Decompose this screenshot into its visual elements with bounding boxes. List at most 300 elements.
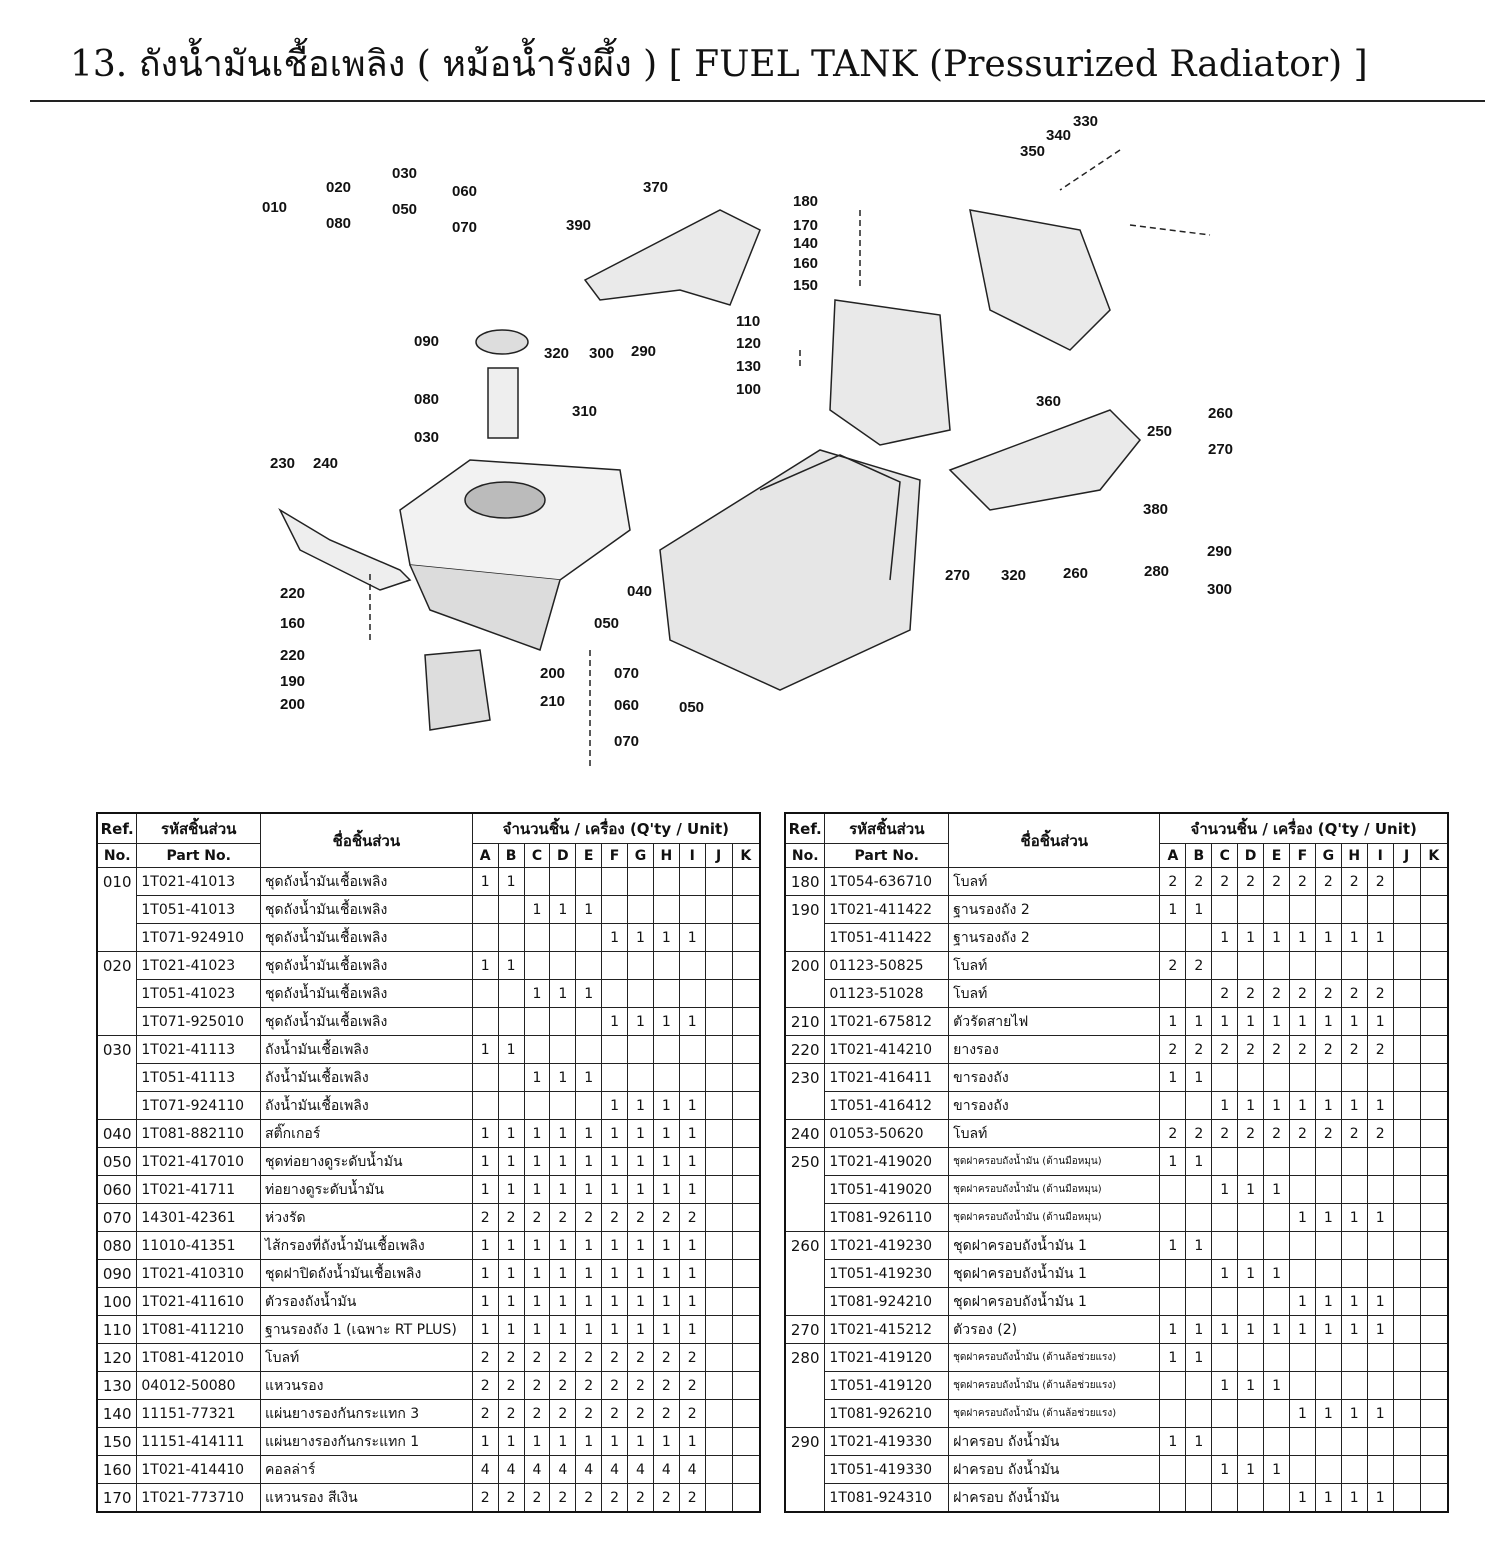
qty-cell [1186, 980, 1212, 1008]
qty-cell [732, 1204, 760, 1232]
qty-cell: 2 [1238, 868, 1264, 896]
qty-cell: 1 [653, 1092, 679, 1120]
qty-cell [653, 980, 679, 1008]
qty-cell [550, 1008, 576, 1036]
qty-cell [550, 924, 576, 952]
part-number-cell: 1T021-414410 [137, 1456, 261, 1484]
part-number-cell: 1T021-419020 [825, 1148, 949, 1176]
qty-cell [1238, 1148, 1264, 1176]
qty-cell: 2 [550, 1484, 576, 1513]
qty-cell: 1 [679, 924, 705, 952]
qty-cell: 1 [472, 1232, 498, 1260]
qty-cell: 1 [1315, 1316, 1341, 1344]
qty-cell: 2 [1264, 1120, 1290, 1148]
part-name-cell: ชุดถังน้ำมันเชื้อเพลิง [261, 1008, 473, 1036]
qty-cell [628, 868, 654, 896]
qty-cell [498, 1092, 524, 1120]
qty-cell: 1 [628, 1428, 654, 1456]
qty-cell: 1 [602, 1428, 628, 1456]
table-row [97, 1232, 760, 1260]
qty-cell: 1 [1367, 1316, 1393, 1344]
col-header: D [1238, 844, 1264, 868]
part-name-cell: ห่วงรัด [261, 1204, 473, 1232]
qty-cell [705, 1232, 732, 1260]
qty-cell [1160, 1400, 1186, 1428]
qty-cell: 1 [1289, 1316, 1315, 1344]
qty-cell: 1 [679, 1260, 705, 1288]
qty-cell: 1 [498, 1260, 524, 1288]
callout: 080 [326, 215, 352, 232]
part-name-cell: โบลท์ [949, 980, 1160, 1008]
qty-cell: 1 [498, 868, 524, 896]
qty-cell: 1 [628, 1288, 654, 1316]
qty-cell: 2 [1212, 1120, 1238, 1148]
ref-cell: 030 [97, 1036, 137, 1064]
col-header: F [1289, 844, 1315, 868]
qty-cell: 1 [472, 1260, 498, 1288]
qty-cell [1367, 1344, 1393, 1372]
qty-cell [1186, 1456, 1212, 1484]
qty-cell [524, 924, 550, 952]
qty-cell [705, 1120, 732, 1148]
qty-cell: 1 [1341, 1316, 1367, 1344]
qty-cell [472, 1092, 498, 1120]
qty-cell [1393, 1204, 1420, 1232]
qty-cell [1420, 1204, 1448, 1232]
part-name-cell: ชุดฝาครอบถังน้ำมัน (ด้านล้อช่วยแรง) [949, 1344, 1160, 1372]
qty-cell: 1 [628, 1008, 654, 1036]
qty-cell [705, 1036, 732, 1064]
qty-cell [679, 896, 705, 924]
qty-cell [1393, 980, 1420, 1008]
part-number-cell: 1T051-419330 [825, 1456, 949, 1484]
qty-cell: 1 [1160, 1148, 1186, 1176]
part-name-cell: ตัวรอง (2) [949, 1316, 1160, 1344]
qty-cell [732, 1484, 760, 1513]
qty-cell: 1 [679, 1148, 705, 1176]
qty-cell [1341, 1232, 1367, 1260]
qty-cell: 1 [1289, 1400, 1315, 1428]
col-header: C [524, 844, 550, 868]
qty-cell [1212, 1484, 1238, 1513]
part-number-cell: 1T081-926210 [825, 1400, 949, 1428]
part-name-cell: ตัวรัดสายไฟ [949, 1008, 1160, 1036]
code-header-en: Part No. [825, 844, 949, 868]
qty-cell: 2 [550, 1344, 576, 1372]
qty-cell [498, 924, 524, 952]
qty-cell: 2 [1367, 1036, 1393, 1064]
qty-cell [1367, 1428, 1393, 1456]
ref-cell: 040 [97, 1120, 137, 1148]
qty-cell: 2 [1341, 980, 1367, 1008]
table-row [97, 896, 760, 924]
fuel-tank-shape [400, 460, 630, 580]
qty-cell [1238, 1428, 1264, 1456]
qty-cell [1420, 1260, 1448, 1288]
qty-cell [1264, 1400, 1290, 1428]
table-row [785, 1204, 1448, 1232]
qty-cell: 2 [498, 1400, 524, 1428]
qty-cell [1289, 1344, 1315, 1372]
ref-cell [97, 1092, 137, 1120]
callout: 200 [540, 665, 566, 682]
qty-cell: 1 [576, 1260, 602, 1288]
col-header: C [1212, 844, 1238, 868]
leg-shape [280, 510, 410, 590]
part-number-cell: 14301-42361 [137, 1204, 261, 1232]
part-number-cell: 1T021-41013 [137, 868, 261, 896]
qty-cell [1289, 1176, 1315, 1204]
col-header: E [1264, 844, 1290, 868]
qty-cell: 1 [1186, 1008, 1212, 1036]
part-name-cell: ฐานรองถัง 2 [949, 896, 1160, 924]
qty-cell: 1 [1289, 1288, 1315, 1316]
qty-cell [1341, 896, 1367, 924]
qty-cell: 2 [524, 1484, 550, 1513]
table-row [97, 1176, 760, 1204]
qty-cell: 1 [602, 1120, 628, 1148]
qty-cell: 2 [472, 1372, 498, 1400]
qty-cell [1393, 1428, 1420, 1456]
qty-cell [1341, 1148, 1367, 1176]
qty-cell: 1 [1212, 1316, 1238, 1344]
table-row [97, 868, 760, 896]
qty-cell [1367, 1456, 1393, 1484]
qty-cell [1315, 1232, 1341, 1260]
qty-cell: 2 [524, 1344, 550, 1372]
callout: 140 [793, 235, 819, 252]
callout: 050 [594, 615, 620, 632]
qty-cell: 1 [1289, 1008, 1315, 1036]
part-number-cell: 1T081-926110 [825, 1204, 949, 1232]
qty-cell: 2 [1289, 980, 1315, 1008]
part-name-cell: ไส้กรองที่ถังน้ำมันเชื้อเพลิง [261, 1232, 473, 1260]
ref-cell: 230 [785, 1064, 825, 1092]
qty-header: จำนวนชิ้น / เครื่อง (Q'ty / Unit) [1160, 813, 1448, 844]
qty-cell: 2 [1341, 1036, 1367, 1064]
table-row [785, 1008, 1448, 1036]
qty-cell [1186, 1372, 1212, 1400]
ref-cell [785, 1484, 825, 1513]
table-row [97, 1288, 760, 1316]
part-name-cell: คอลล่าร์ [261, 1456, 473, 1484]
ref-cell: 270 [785, 1316, 825, 1344]
qty-cell [550, 952, 576, 980]
part-number-cell: 11010-41351 [137, 1232, 261, 1260]
ref-cell: 150 [97, 1428, 137, 1456]
qty-cell [1341, 1064, 1367, 1092]
qty-cell [1393, 1260, 1420, 1288]
callout: 010 [262, 199, 288, 216]
qty-cell [602, 980, 628, 1008]
qty-cell: 1 [628, 1092, 654, 1120]
col-header: D [550, 844, 576, 868]
qty-cell: 1 [524, 896, 550, 924]
qty-cell [1186, 1176, 1212, 1204]
part-name-cell: แหวนรอง [261, 1372, 473, 1400]
qty-cell: 1 [602, 1232, 628, 1260]
qty-cell [705, 1176, 732, 1204]
qty-cell [1420, 1008, 1448, 1036]
qty-cell: 1 [1264, 1372, 1290, 1400]
table-row [785, 980, 1448, 1008]
callout: 020 [326, 179, 352, 196]
qty-cell [705, 1008, 732, 1036]
qty-cell: 1 [524, 1176, 550, 1204]
part-number-cell: 1T021-411422 [825, 896, 949, 924]
qty-cell [1212, 1288, 1238, 1316]
qty-cell [1367, 1148, 1393, 1176]
part-name-cell: ฝาครอบ ถังน้ำมัน [949, 1428, 1160, 1456]
qty-cell [679, 1064, 705, 1092]
col-header: H [1341, 844, 1367, 868]
qty-cell [705, 1372, 732, 1400]
qty-cell: 1 [1367, 924, 1393, 952]
callout: 190 [280, 673, 306, 690]
ref-cell [785, 1456, 825, 1484]
qty-cell: 1 [679, 1008, 705, 1036]
qty-cell: 1 [628, 1260, 654, 1288]
qty-cell: 1 [1367, 1288, 1393, 1316]
qty-cell [1160, 980, 1186, 1008]
qty-cell [1264, 1428, 1290, 1456]
qty-cell: 1 [1160, 1344, 1186, 1372]
qty-cell [628, 980, 654, 1008]
qty-cell [732, 1064, 760, 1092]
part-name-cell: ชุดฝาครอบถังน้ำมัน (ด้านมือหมุน) [949, 1176, 1160, 1204]
qty-cell: 4 [576, 1456, 602, 1484]
qty-cell [1420, 868, 1448, 896]
base-shape [425, 650, 490, 730]
qty-cell [1393, 1372, 1420, 1400]
qty-cell: 1 [1160, 1064, 1186, 1092]
ref-cell: 100 [97, 1288, 137, 1316]
ref-cell: 290 [785, 1428, 825, 1456]
ref-cell: 260 [785, 1232, 825, 1260]
qty-cell [576, 868, 602, 896]
col-header: K [732, 844, 760, 868]
part-number-cell: 1T081-924210 [825, 1288, 949, 1316]
callout: 370 [643, 179, 669, 196]
qty-cell [628, 1036, 654, 1064]
qty-cell [498, 1008, 524, 1036]
qty-cell: 1 [679, 1428, 705, 1456]
qty-cell: 2 [628, 1372, 654, 1400]
qty-cell: 1 [1186, 896, 1212, 924]
callout: 200 [280, 696, 306, 713]
qty-cell: 1 [1160, 1232, 1186, 1260]
callout: 390 [566, 217, 592, 234]
qty-cell [1238, 952, 1264, 980]
qty-cell: 1 [472, 868, 498, 896]
part-name-cell: สติ๊กเกอร์ [261, 1120, 473, 1148]
qty-cell [1289, 1260, 1315, 1288]
part-name-cell: ชุดฝาครอบถังน้ำมัน (ด้านมือหมุน) [949, 1148, 1160, 1176]
qty-cell: 4 [550, 1456, 576, 1484]
part-number-cell: 1T021-419230 [825, 1232, 949, 1260]
ref-cell [785, 1400, 825, 1428]
qty-cell: 1 [679, 1120, 705, 1148]
callout: 300 [1207, 581, 1233, 598]
qty-cell: 2 [1315, 980, 1341, 1008]
qty-cell [653, 868, 679, 896]
qty-cell: 1 [1160, 1428, 1186, 1456]
qty-cell [1420, 1120, 1448, 1148]
qty-cell [1420, 1064, 1448, 1092]
part-name-cell: ชุดถังน้ำมันเชื้อเพลิง [261, 924, 473, 952]
qty-cell: 1 [524, 1120, 550, 1148]
col-header: H [653, 844, 679, 868]
qty-cell [498, 896, 524, 924]
qty-cell [1367, 896, 1393, 924]
qty-cell: 2 [679, 1400, 705, 1428]
qty-cell [653, 896, 679, 924]
qty-cell [602, 1064, 628, 1092]
part-number-cell: 1T021-41113 [137, 1036, 261, 1064]
table-row [97, 1260, 760, 1288]
qty-cell: 1 [1341, 1400, 1367, 1428]
qty-cell [602, 1036, 628, 1064]
part-name-cell: ชุดฝาครอบถังน้ำมัน (ด้านล้อช่วยแรง) [949, 1372, 1160, 1400]
qty-cell: 1 [1212, 1372, 1238, 1400]
qty-cell [1186, 1288, 1212, 1316]
qty-cell: 2 [472, 1484, 498, 1513]
qty-cell: 1 [524, 1064, 550, 1092]
qty-cell [679, 980, 705, 1008]
callout: 340 [1046, 127, 1072, 144]
qty-cell: 2 [1367, 980, 1393, 1008]
qty-cell: 2 [1289, 1120, 1315, 1148]
qty-cell [1315, 1344, 1341, 1372]
qty-cell: 2 [472, 1400, 498, 1428]
qty-cell: 2 [1238, 980, 1264, 1008]
ref-cell [785, 924, 825, 952]
qty-cell [1264, 1484, 1290, 1513]
qty-cell [1367, 1260, 1393, 1288]
qty-cell [550, 1036, 576, 1064]
qty-cell [732, 1176, 760, 1204]
ref-cell: 120 [97, 1344, 137, 1372]
part-number-cell: 1T021-773710 [137, 1484, 261, 1513]
qty-cell [1289, 1148, 1315, 1176]
part-number-cell: 1T021-411610 [137, 1288, 261, 1316]
qty-cell: 1 [524, 1232, 550, 1260]
qty-cell: 2 [498, 1344, 524, 1372]
ref-cell [97, 980, 137, 1008]
qty-cell: 2 [1315, 1036, 1341, 1064]
name-header: ชื่อชิ้นส่วน [949, 813, 1160, 868]
qty-cell [1420, 980, 1448, 1008]
qty-cell: 1 [472, 1120, 498, 1148]
table-row [785, 1064, 1448, 1092]
ref-cell: 240 [785, 1120, 825, 1148]
qty-cell: 2 [602, 1484, 628, 1513]
qty-cell: 1 [1264, 1092, 1290, 1120]
part-name-cell: ชุดฝาครอบถังน้ำมัน 1 [949, 1232, 1160, 1260]
qty-cell [1264, 1288, 1290, 1316]
qty-cell: 1 [602, 924, 628, 952]
table-row [785, 1316, 1448, 1344]
ref-cell: 160 [97, 1456, 137, 1484]
qty-cell [1393, 1232, 1420, 1260]
qty-cell: 1 [472, 1176, 498, 1204]
qty-cell [472, 1064, 498, 1092]
qty-cell [1160, 924, 1186, 952]
qty-cell: 1 [498, 1036, 524, 1064]
qty-cell [679, 952, 705, 980]
part-number-cell: 1T021-419120 [825, 1344, 949, 1372]
part-number-cell: 11151-77321 [137, 1400, 261, 1428]
qty-cell [524, 1092, 550, 1120]
table-row [785, 1344, 1448, 1372]
qty-cell [705, 1316, 732, 1344]
qty-cell: 1 [1264, 1176, 1290, 1204]
callout: 320 [1001, 567, 1027, 584]
qty-cell: 1 [1341, 1204, 1367, 1232]
exploded-parts-diagram [0, 110, 1503, 800]
table-row [97, 1008, 760, 1036]
qty-cell [1420, 1428, 1448, 1456]
qty-cell [653, 952, 679, 980]
qty-cell: 2 [628, 1344, 654, 1372]
table-row [97, 952, 760, 980]
qty-cell [1315, 1428, 1341, 1456]
qty-cell [1393, 1036, 1420, 1064]
qty-cell: 2 [1289, 1036, 1315, 1064]
qty-cell: 2 [550, 1400, 576, 1428]
table-row [97, 1092, 760, 1120]
callout: 070 [452, 219, 478, 236]
part-number-cell: 1T021-675812 [825, 1008, 949, 1036]
qty-cell: 1 [524, 1260, 550, 1288]
qty-cell: 2 [653, 1372, 679, 1400]
qty-cell: 1 [1238, 1176, 1264, 1204]
qty-cell [1315, 1456, 1341, 1484]
qty-cell: 1 [1186, 1428, 1212, 1456]
qty-cell [1238, 1400, 1264, 1428]
part-number-cell: 1T051-41013 [137, 896, 261, 924]
ref-cell [97, 1064, 137, 1092]
qty-cell: 1 [653, 924, 679, 952]
qty-cell [1238, 1232, 1264, 1260]
table-row [97, 1064, 760, 1092]
qty-cell: 1 [1238, 1316, 1264, 1344]
title-rule [30, 100, 1485, 102]
table-row [97, 1344, 760, 1372]
callout: 150 [793, 277, 819, 294]
qty-cell: 2 [550, 1372, 576, 1400]
qty-cell [705, 1428, 732, 1456]
qty-cell: 1 [653, 1316, 679, 1344]
ref-cell: 070 [97, 1204, 137, 1232]
ref-cell: 220 [785, 1036, 825, 1064]
qty-cell [1367, 1176, 1393, 1204]
part-number-cell: 1T051-411422 [825, 924, 949, 952]
qty-cell: 1 [1315, 924, 1341, 952]
part-number-cell: 1T021-41023 [137, 952, 261, 980]
code-header-th: รหัสชิ้นส่วน [137, 813, 261, 844]
qty-cell: 2 [1341, 868, 1367, 896]
table-row [97, 1148, 760, 1176]
part-name-cell: ฐานรองถัง 1 (เฉพาะ RT PLUS) [261, 1316, 473, 1344]
callout: 100 [736, 381, 762, 398]
qty-cell [1160, 1176, 1186, 1204]
ref-cell [785, 1176, 825, 1204]
qty-cell [1420, 1344, 1448, 1372]
part-name-cell: ชุดถังน้ำมันเชื้อเพลิง [261, 896, 473, 924]
col-header: G [628, 844, 654, 868]
qty-cell: 1 [653, 1232, 679, 1260]
